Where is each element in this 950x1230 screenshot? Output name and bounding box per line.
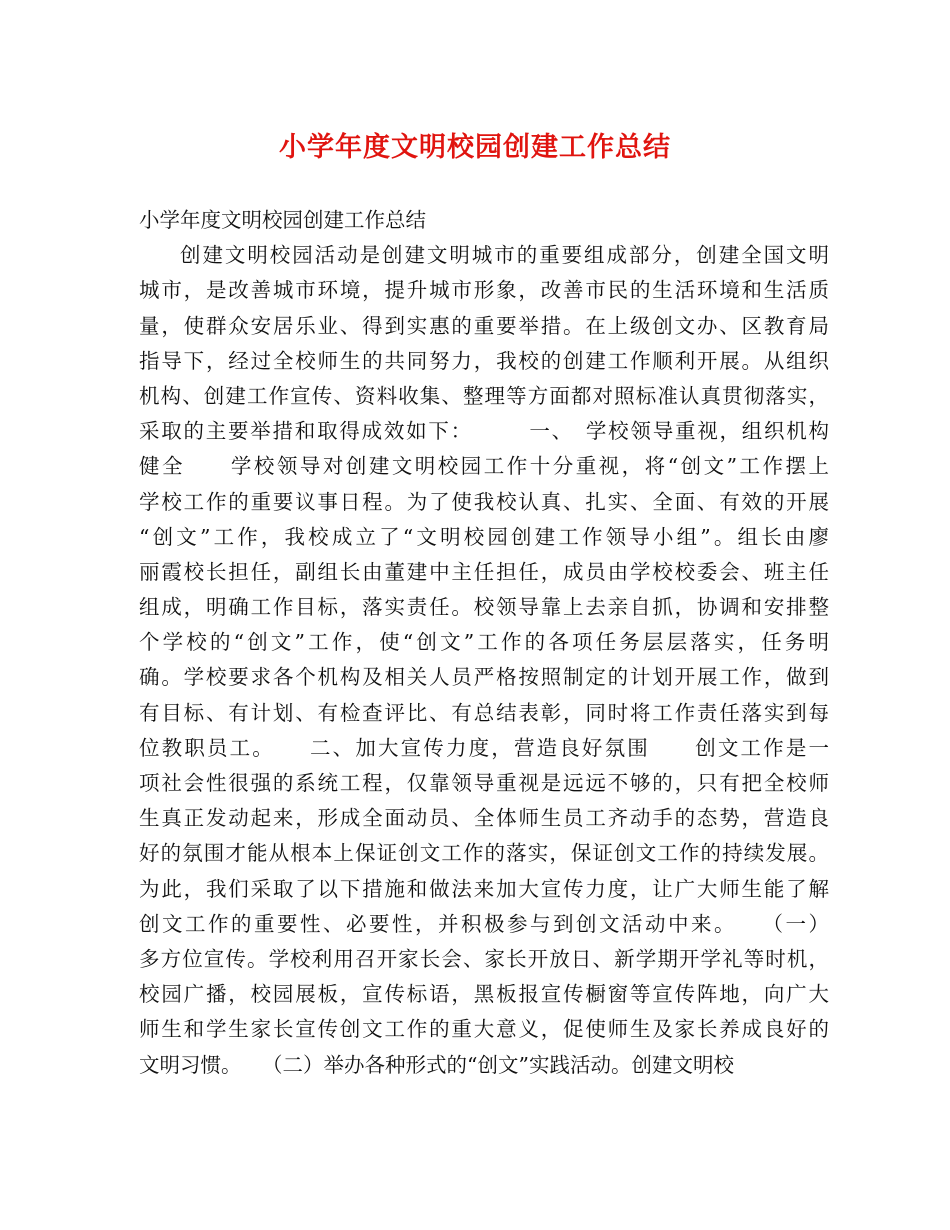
document-body xyxy=(139,203,829,1083)
body-line: 丽霞校长担任，副组长由董建中主任担任，成员由学校校委会、班主任 xyxy=(139,559,829,584)
body-line: 项社会性很强的系统工程，仅靠领导重视是远远不够的，只有把全校师 xyxy=(139,771,829,795)
body-line: 师生和学生家长宣传创文工作的重大意义，促使师生及家长养成良好的 xyxy=(139,1017,829,1042)
body-line: 量，使群众安居乐业、得到实惠的重要举措。在上级创文办、区教育局 xyxy=(139,313,829,338)
body-line: “创文”工作，我校成立了“文明校园创建工作领导小组”。组长由廖 xyxy=(139,524,829,549)
body-line: 文明习惯。 （二）举办各种形式的“创文”实践活动。创建文明校 xyxy=(139,1052,734,1077)
document-title: 小学年度文明校园创建工作总结 xyxy=(279,132,671,163)
body-line: 采取的主要举措和取得成效如下： 一、 学校领导重视，组织机构 xyxy=(139,419,829,444)
body-line: 有目标、有计划、有检查评比、有总结表彰，同时将工作责任落实到每 xyxy=(139,700,829,725)
body-line: 学校工作的重要议事日程。为了使我校认真、扎实、全面、有效的开展 xyxy=(139,489,829,514)
body-line: 健全 学校领导对创建文明校园工作十分重视，将“创文”工作摆上 xyxy=(139,454,829,479)
body-line: 指导下，经过全校师生的共同努力，我校的创建工作顺利开展。从组织 xyxy=(139,348,829,373)
body-line: 确。学校要求各个机构及相关人员严格按照制定的计划开展工作，做到 xyxy=(139,665,829,690)
body-line: 多方位宣传。学校利用召开家长会、家长开放日、新学期开学礼等时机， xyxy=(139,946,829,971)
body-line: 机构、创建工作宣传、资料收集、整理等方面都对照标准认真贯彻落实， xyxy=(139,383,829,408)
body-line: 校园广播，校园展板，宣传标语，黑板报宣传橱窗等宣传阵地，向广大 xyxy=(139,982,829,1007)
document-subtitle: 小学年度文明校园创建工作总结 xyxy=(139,208,426,232)
body-line: 好的氛围才能从根本上保证创文工作的落实，保证创文工作的持续发展。 xyxy=(139,841,829,866)
body-line: 生真正发动起来，形成全面动员、全体师生员工齐动手的态势，营造良 xyxy=(139,806,829,831)
body-line: 创文工作的重要性、必要性，并积极参与到创文活动中来。 （一） xyxy=(139,911,829,936)
body-line: 组成，明确工作目标，落实责任。校领导靠上去亲自抓，协调和安排整 xyxy=(139,595,829,620)
body-line: 个学校的“创文”工作，使“创文”工作的各项任务层层落实，任务明 xyxy=(139,630,829,655)
body-line: 创建文明校园活动是创建文明城市的重要组成部分，创建全国文明 xyxy=(180,243,829,268)
body-line: 位教职员工。 二、加大宣传力度，营造良好氛围 创文工作是一 xyxy=(139,735,829,760)
body-line: 城市，是改善城市环境，提升城市形象，改善市民的生活环境和生活质 xyxy=(139,278,829,303)
body-line: 为此，我们采取了以下措施和做法来加大宣传力度，让广大师生能了解 xyxy=(139,876,829,901)
